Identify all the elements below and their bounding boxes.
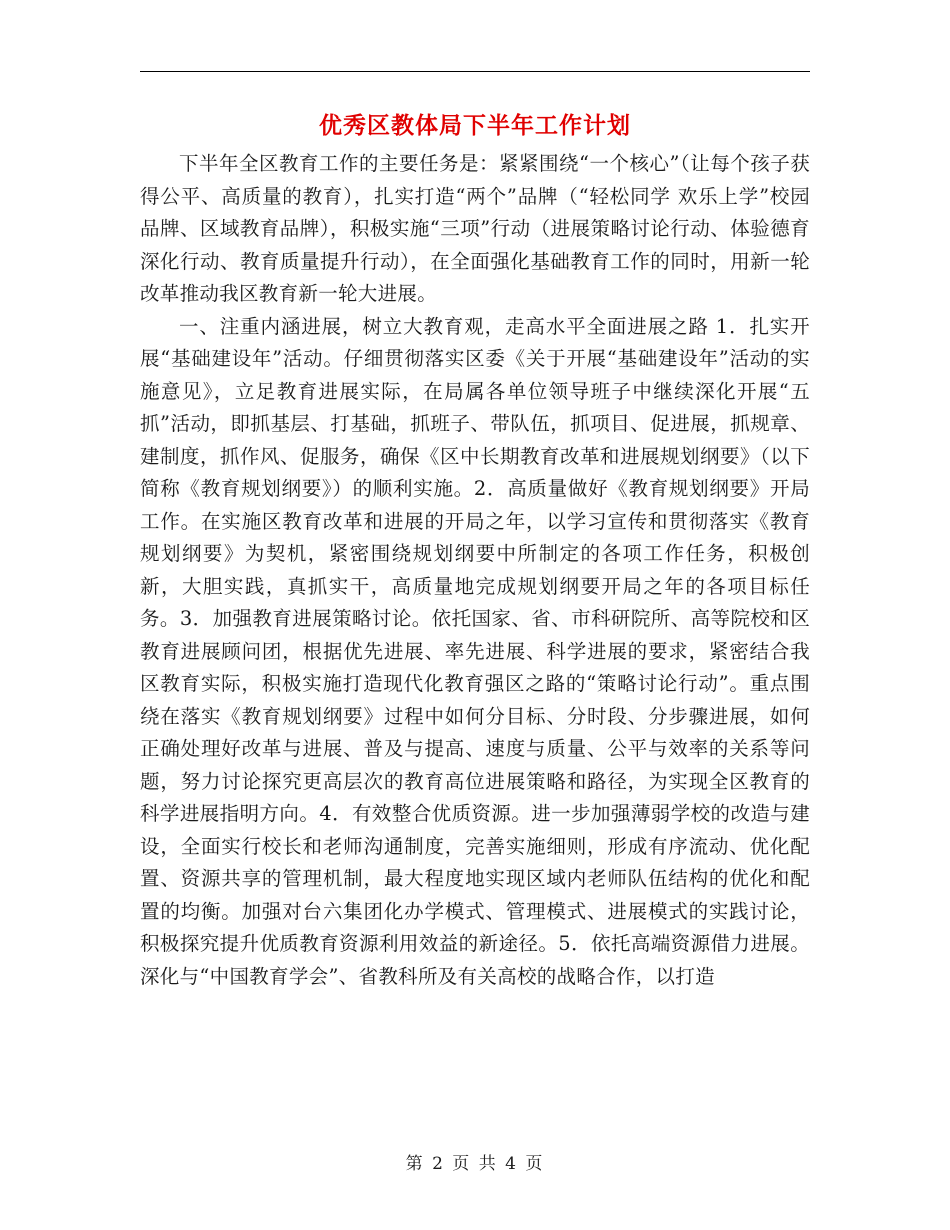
body-paragraph-section-one: 一、注重内涵进展，树立大教育观，走高水平全面进展之路 1．扎实开展“基础建设年”活动。仔细贯彻落实区委《关于开展“基础建设年”活动的实施意见》，立足教育进展实际，在局属各单位领导班子中继续深化开展“五抓”活动，即抓基层、打基础，抓班子、带队伍，抓项目、促进展，抓规章、建制度，抓作风、促服务，确保《区中长期教育改革和进展规划纲要》（以下简称《教育规划纲要》）的顺利实施。2．高质量做好《教育规划纲要》开局工作。在实施区教育改革和进展的开局之年，以学习宣传和贯彻落实《教育规划纲要》为契机，紧密围绕规划纲要中所制定的各项工作任务，积极创新，大胆实践，真抓实干，高质量地完成规划纲要开局之年的各项目标任务。3．加强教育进展策略讨论。依托国家、省、市科研院所、高等院校和区教育进展顾问团，根据优先进展、率先进展、科学进展的要求，紧密结合我区教育实际，积极实施打造现代化教育强区之路的“策略讨论行动”。重点围绕在落实《教育规划纲要》过程中如何分目标、分时段、分步骤进展，如何正确处理好改革与进展、普及与提高、速度与质量、公平与效率的关系等问题，努力讨论探究更高层次的教育高位进展策略和路径，为实现全区教育的科学进展指明方向。4．有效整合优质资源。进一步加强薄弱学校的改造与建设，全面实行校长和老师沟通制度，完善实施细则，形成有序流动、优化配置、资源共享的管理机制，最大程度地实现区域内老师队伍结构的优化和配置的均衡。加强对台六集团化办学模式、管理模式、进展模式的实践讨论，积极探究提升优质教育资源利用效益的新途径。5．依托高端资源借力进展。深化与“中国教育学会”、省教科所及有关高校的战略合作，以打造 bbox=[140, 314, 810, 988]
page-footer: 第 2 页 共 4 页 bbox=[405, 1154, 545, 1174]
body-paragraph-intro: 下半年全区教育工作的主要任务是：紧紧围绕“一个核心”（让每个孩子获得公平、高质量的教育），扎实打造“两个”品牌（“轻松同学 欢乐上学”校园品牌、区域教育品牌），积极实施“三项”行动（进展策略讨论行动、体验德育深化行动、教育质量提升行动），在全面强化基础教育工作的同时，用新一轮改革推动我区教育新一轮大进展。 bbox=[140, 152, 810, 305]
header-rule bbox=[140, 71, 810, 72]
document-body bbox=[140, 148, 810, 993]
document-title: 优秀区教体局下半年工作计划 bbox=[319, 112, 631, 139]
